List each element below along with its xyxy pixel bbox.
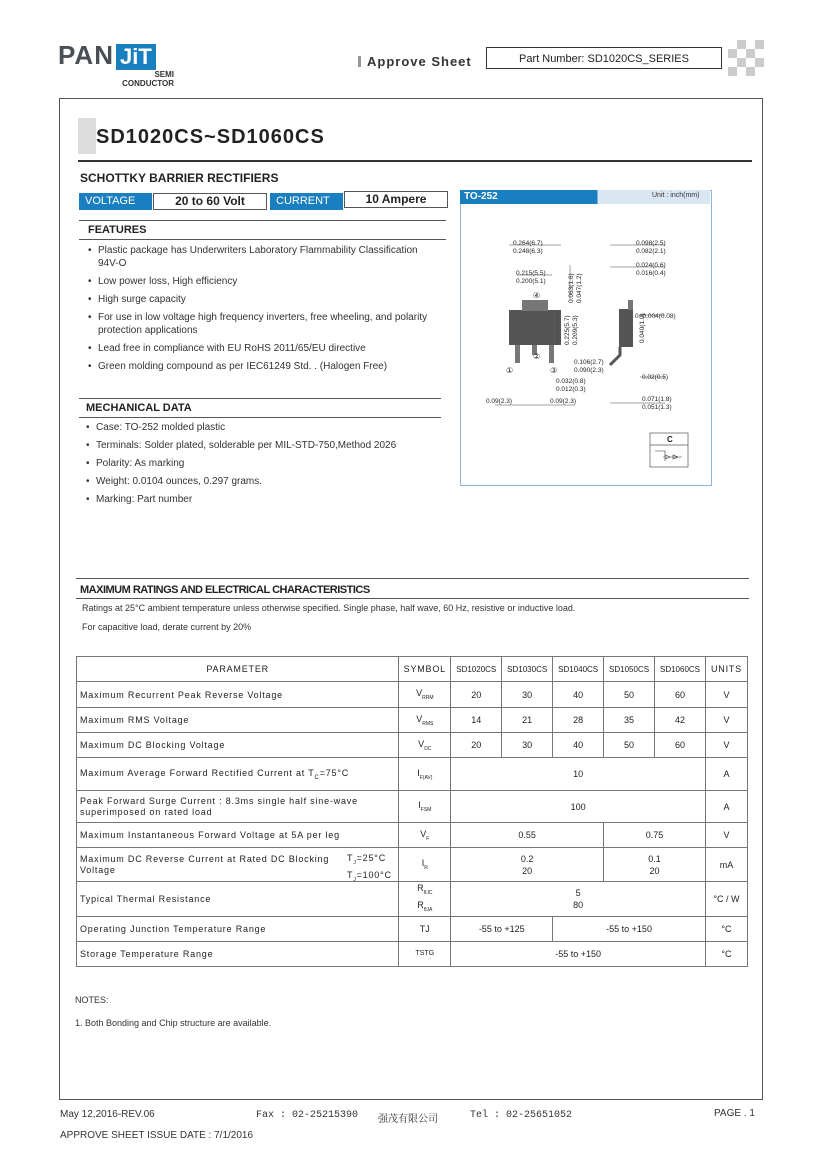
dim-label: 0.209(5.3)	[572, 315, 579, 345]
value-cell: 35	[604, 708, 655, 733]
dim-label: 0.264(6.7)	[513, 240, 543, 247]
value-cell: -55 to +150	[553, 916, 706, 941]
package-unit: Unit : inch(mm)	[652, 192, 700, 199]
symbol-cell: $I_{F(AV)}$	[399, 758, 451, 791]
mechanical-item: • Terminals: Solder plated, solderable per MIL-STD-750,Method 2026	[86, 439, 436, 452]
mechanical-item: • Weight: 0.0104 ounces, 0.297 grams.	[86, 475, 436, 488]
table-row	[77, 682, 748, 708]
symbol-cell: $I_R$	[399, 848, 451, 882]
features-title: FEATURES	[88, 224, 147, 236]
notes-title: NOTES:	[75, 995, 109, 1005]
mechanical-item: • Marking: Part number	[86, 493, 436, 506]
unit-cell: A	[705, 758, 747, 791]
value-cell: 40	[553, 733, 604, 758]
value-cell: 50	[604, 682, 655, 708]
symbol-cell: $V_F$	[399, 823, 451, 848]
param-cell: Storage Temperature Range	[77, 941, 399, 966]
feature-item: • High surge capacity	[88, 293, 428, 306]
table-row	[77, 708, 748, 733]
company-logo	[58, 40, 174, 88]
table-row	[77, 916, 748, 941]
mechanical-title: MECHANICAL DATA	[86, 402, 192, 414]
package-body	[509, 310, 561, 345]
current-label: CURRENT	[270, 193, 343, 210]
value-cell: 21	[502, 708, 553, 733]
logo-accent-text: JiT	[116, 44, 156, 70]
dim-label: 0.09(2.3)	[486, 398, 513, 405]
table-header: SD1020CS	[451, 657, 502, 682]
dim-label: 0.200(5.1)	[516, 278, 546, 285]
ratings-note: Ratings at 25°C ambient temperature unless otherwise specified. Single phase, half wave, 60 Hz, resistive or inductive load.	[82, 603, 576, 613]
ratings-note: For capacitive load, derate current by 20%	[82, 622, 252, 632]
feature-item: • Plastic package has Underwriters Laboratory Flammability Classification 94V-O	[88, 244, 428, 270]
ratings-rule-top	[76, 578, 749, 579]
table-header: SYMBOL	[399, 657, 451, 682]
marking-label: C	[667, 435, 673, 444]
param-cell: Maximum Instantaneous Forward Voltage at 5A per leg	[77, 823, 399, 848]
page-title: SD1020CS~SD1060CS	[96, 126, 325, 148]
value-cell: 50	[604, 733, 655, 758]
table-header: SD1060CS	[655, 657, 706, 682]
symbol-cell: $V_{RRM}$	[399, 682, 451, 708]
param-cell: Operating Junction Temperature Range	[77, 916, 399, 941]
voltage-label: VOLTAGE	[79, 193, 152, 210]
features-rule-top	[79, 220, 446, 221]
checker-decoration	[728, 40, 764, 76]
unit-cell: V	[705, 733, 747, 758]
dim-label: 0.051(1.3)	[642, 404, 672, 411]
param-cell: Maximum RMS Voltage	[77, 708, 399, 733]
symbol-cell: $R_{\theta JC}$ $R_{\theta JA}$	[399, 882, 451, 917]
ratings-title: MAXIMUM RATINGS AND ELECTRICAL CHARACTERISTICS	[80, 584, 370, 596]
part-number-box: Part Number: SD1020CS_SERIES	[486, 47, 722, 69]
dim-label: 0.09(2.3)	[550, 398, 577, 405]
dim-label: 0.215(5.5)	[516, 270, 546, 277]
symbol-cell: TSTG	[399, 941, 451, 966]
mechanical-rule-bottom	[79, 417, 441, 418]
value-cell: 14	[451, 708, 502, 733]
unit-cell: °C / W	[705, 882, 747, 917]
table-row	[77, 848, 748, 882]
fax-number: Fax : 02-25215390	[256, 1110, 359, 1121]
features-rule-bottom	[79, 239, 446, 240]
approve-sheet-label: Approve Sheet	[358, 54, 472, 69]
value-cell: 60	[655, 733, 706, 758]
package-name: TO-252	[464, 191, 498, 202]
dim-label: 0.040(1.0)	[639, 313, 646, 343]
page-number: PAGE . 1	[714, 1108, 755, 1119]
table-header: UNITS	[705, 657, 747, 682]
logo-subtext: SEMI CONDUCTOR	[122, 70, 174, 88]
mechanical-item: • Polarity: As marking	[86, 457, 436, 470]
issue-date: APPROVE SHEET ISSUE DATE : 7/1/2016	[60, 1130, 254, 1141]
pin-label: ①	[506, 366, 514, 375]
symbol-cell: $V_{DC}$	[399, 733, 451, 758]
dim-label: 0.082(2.1)	[636, 248, 666, 255]
dim-label: 0~0.004(0.08)	[635, 313, 676, 320]
condition-text: $T_J=25^\circ C$ $T_J=100^\circ C$	[347, 853, 392, 883]
current-value: 10 Ampere	[344, 191, 448, 208]
param-cell: Typical Thermal Resistance	[77, 882, 399, 917]
dim-label: 0.248(6.3)	[513, 248, 543, 255]
value-cell: 100	[451, 791, 706, 823]
pin-label: ②	[533, 352, 541, 361]
dim-label: 0.063(1.6)	[568, 273, 575, 303]
feature-item: • Green molding compound as per IEC61249 Std. . (Halogen Free)	[88, 360, 428, 373]
value-cell: 10	[451, 758, 706, 791]
dim-label: 0.032(0.8)	[556, 378, 586, 385]
value-cell: 30	[502, 682, 553, 708]
symbol-cell: $I_{FSM}$	[399, 791, 451, 823]
param-cell: Maximum DC Blocking Voltage	[77, 733, 399, 758]
dim-label: 0.090(2.3)	[574, 367, 604, 374]
table-header: SD1030CS	[502, 657, 553, 682]
value-cell: 20	[451, 733, 502, 758]
value-cell: 20	[451, 682, 502, 708]
value-cell: -55 to +125	[451, 916, 553, 941]
dim-label: 0.225(5.7)	[564, 315, 571, 345]
revision-date: May 12,2016-REV.06	[60, 1109, 155, 1120]
voltage-value: 20 to 60 Volt	[153, 193, 267, 210]
title-rule	[78, 160, 752, 162]
package-tab	[522, 300, 548, 311]
mechanical-item: • Case: TO-252 molded plastic	[86, 421, 436, 434]
value-cell: 42	[655, 708, 706, 733]
table-row	[77, 823, 748, 848]
unit-cell: °C	[705, 916, 747, 941]
param-cell: Maximum DC Reverse Current at Rated DC Blocking Voltage $T_J=25^\circ C$ $T_J=100^\circ C$	[77, 848, 399, 882]
unit-cell: mA	[705, 848, 747, 882]
value-cell: 0.1 20	[604, 848, 706, 882]
param-cell: Peak Forward Surge Current : 8.3ms single half sine-wave superimposed on rated load	[77, 791, 399, 823]
note-item: 1. Both Bonding and Chip structure are available.	[75, 1018, 272, 1028]
dim-label: 0.047(1.2)	[576, 273, 583, 303]
electrical-characteristics-table	[76, 656, 748, 967]
symbol-cell: $V_{RMS}$	[399, 708, 451, 733]
company-name: 强茂有限公司	[378, 1115, 438, 1126]
table-header: SD1040CS	[553, 657, 604, 682]
title-accent	[78, 118, 96, 154]
table-row	[77, 941, 748, 966]
feature-item: • Low power loss, High efficiency	[88, 275, 428, 288]
value-cell: 0.55	[451, 823, 604, 848]
table-header-row	[77, 657, 748, 682]
feature-item: • For use in low voltage high frequency inverters, free wheeling, and polarity protection applications	[88, 311, 428, 337]
table-row	[77, 733, 748, 758]
dim-label: 0.016(0.4)	[636, 270, 666, 277]
unit-cell: V	[705, 823, 747, 848]
unit-cell: A	[705, 791, 747, 823]
table-row	[77, 758, 748, 791]
pin-label: ③	[550, 366, 558, 375]
pin-label: ④	[533, 291, 541, 300]
dim-label: 0.012(0.3)	[556, 386, 586, 393]
tel-number: Tel : 02-25651052	[470, 1110, 573, 1121]
mechanical-rule-top	[79, 398, 441, 399]
value-cell: 40	[553, 682, 604, 708]
value-cell: 60	[655, 682, 706, 708]
feature-item: • Lead free in compliance with EU RoHS 2011/65/EU directive	[88, 342, 428, 355]
package-outline-drawing	[460, 205, 710, 483]
dim-label: 0.02(0.5)	[642, 374, 669, 381]
value-cell: 5 80	[451, 882, 706, 917]
value-cell: 28	[553, 708, 604, 733]
logo-main-text: PAN	[58, 40, 114, 70]
dim-label: 0.024(0.6)	[636, 262, 666, 269]
product-subtitle: SCHOTTKY BARRIER RECTIFIERS	[80, 171, 279, 185]
value-cell: 0.2 20	[451, 848, 604, 882]
table-row	[77, 791, 748, 823]
mechanical-list	[86, 421, 436, 511]
unit-cell: V	[705, 708, 747, 733]
unit-cell: °C	[705, 941, 747, 966]
ratings-rule-bottom	[76, 598, 749, 599]
param-cell: Maximum Average Forward Rectified Current at $T_C=75^\circ C$	[77, 758, 399, 791]
unit-cell: V	[705, 682, 747, 708]
value-cell: 0.75	[604, 823, 706, 848]
table-header: PARAMETER	[77, 657, 399, 682]
value-cell: -55 to +150	[451, 941, 706, 966]
dim-label: 0.098(2.5)	[636, 240, 666, 247]
value-cell: 30	[502, 733, 553, 758]
dim-label: 0.106(2.7)	[574, 359, 604, 366]
table-row	[77, 882, 748, 917]
dim-label: 0.071(1.8)	[642, 396, 672, 403]
features-list	[88, 244, 428, 378]
param-cell: Maximum Recurrent Peak Reverse Voltage	[77, 682, 399, 708]
table-header: SD1050CS	[604, 657, 655, 682]
symbol-cell: TJ	[399, 916, 451, 941]
